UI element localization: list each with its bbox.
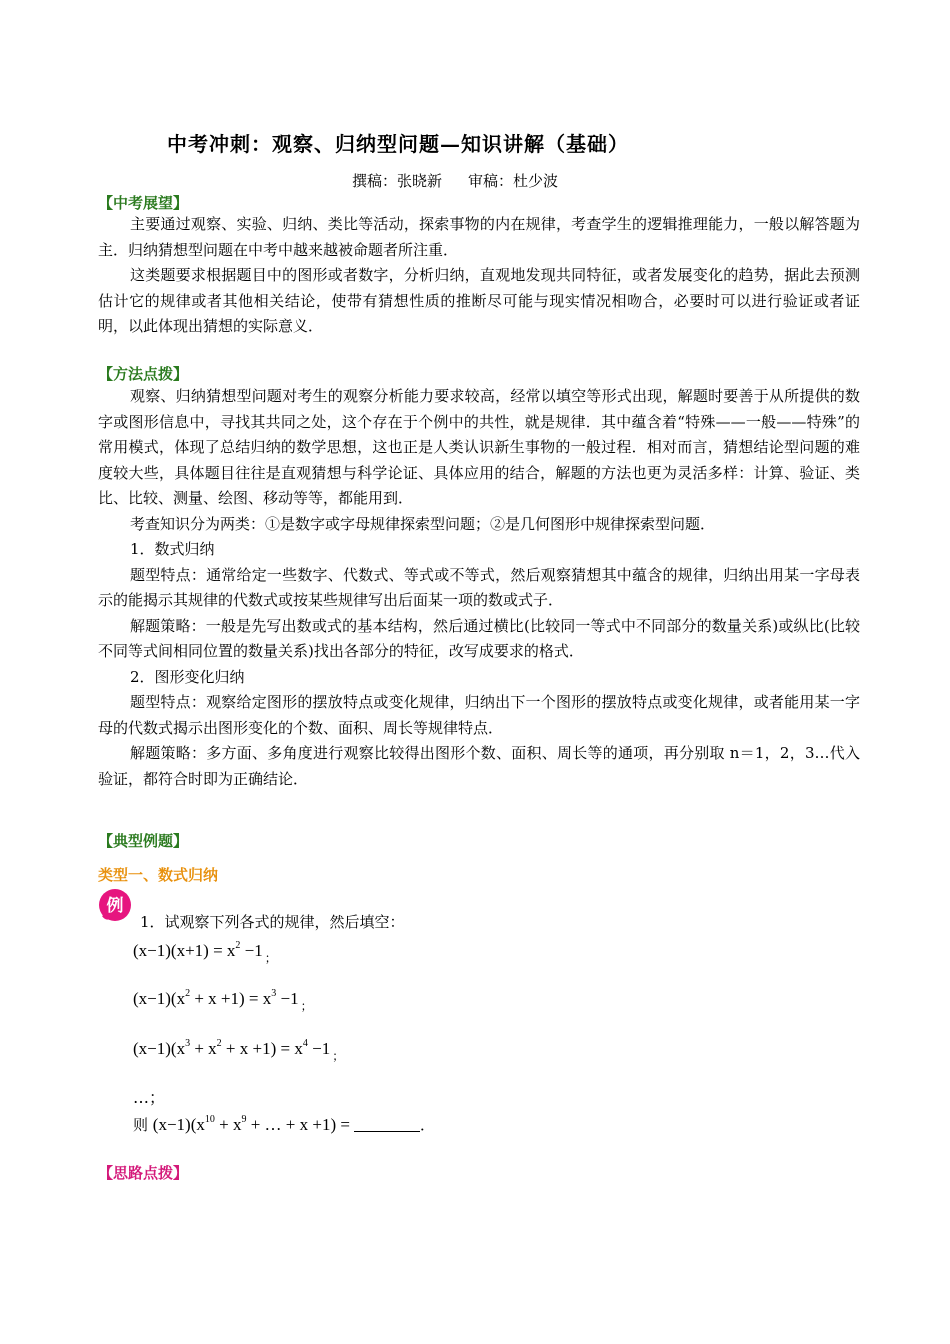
eq3-part: (x−1)(x [133,1039,186,1058]
eq2-exp: 3 [271,988,277,999]
answer-blank[interactable] [354,1117,420,1132]
method-paragraph: 观察、归纳猜想型问题对考生的观察分析能力要求较高，经常以填空等形式出现，解题时要善于从所提供的数字或图形信息中，寻找其共同之处，这个存在于个例中的共性，就是规律．其中蕴含着“特殊——一般——特殊”的常用模式，体现了总结归纳的数学思想，这也正是人类认识新生事物的一般过程．相对而言，猜想结论型问题的难度较大些，具体题目往往是直观猜想与科学论证、具体应用的结合，解题的方法也更为灵活多样：计算、验证、类比、比较、测量、绘图、移动等等，都能用到． [98,387,860,507]
eq3-part: + x +1) = x [221,1039,303,1058]
eq3-exp: 2 [216,1038,222,1049]
subsection-title: 1．数式归纳 [130,540,215,558]
method-paragraph: 解题策略：一般是先写出数或式的基本结构，然后通过横比(比较同一等式中不同部分的数量关系)或纵比(比较不同等式间相同位置的数量关系)找出各部分的特征，改写成要求的格式． [98,616,860,660]
section-heading-method: 【方法点拨】 [98,365,189,383]
eq4-part: + x [214,1115,242,1134]
author-line [352,170,558,191]
eq4-part: (x−1)(x [152,1115,205,1134]
eq2-part: (x−1)(x [133,989,186,1008]
then-label: 则 [133,1116,149,1134]
example-badge-icon [98,888,132,922]
eq3-exp: 3 [185,1038,191,1049]
method-paragraph: 解题策略：多方面、多角度进行观察比较得出图形个数、面积、周长等的通项，再分别取 n＝1，2，3…代入验证，都符合时即为正确结论． [98,744,860,788]
section-heading-hint: 【思路点拨】 [98,1164,189,1182]
section-heading-outlook: 【中考展望】 [98,194,189,212]
method-paragraph: 题型特点：通常给定一些数字、代数式、等式或不等式，然后观察猜想其中蕴含的规律，归纳出用某一字母表示的能揭示其规律的代数式或按某些规律写出后面某一项的数或式子． [98,565,860,609]
section-heading-examples: 【典型例题】 [98,832,189,850]
question-answer-line [133,1114,435,1135]
eq3-part: −1 [307,1039,331,1058]
method-paragraph: 考查知识分为两类：①是数字或字母规律探索型问题；②是几何图形中规律探索型问题． [130,514,716,533]
question-1: 1．试观察下列各式的规律，然后填空： [140,913,405,931]
answer-end: ． [419,1116,435,1134]
eq1-semi: ； [264,951,277,965]
author: 撰稿：张晓新 [352,172,443,190]
method-paragraph: 题型特点：观察给定图形的摆放特点或变化规律，归纳出下一个图形的摆放特点或变化规律，或者能用某一字母的代数式揭示出图形变化的个数、面积、周长等规律特点． [98,693,860,737]
example-type-heading: 类型一、数式归纳 [98,866,219,884]
badge-label: 例 [106,896,124,916]
method-body [98,384,860,792]
eq1-rhs: −1 [240,941,263,960]
eq2-semi: ； [300,999,313,1013]
equation-2 [133,988,313,1014]
outlook-body [98,212,860,340]
eq4-exp: 10 [204,1114,215,1125]
eq3-exp: 4 [302,1038,308,1049]
eq2-exp: 2 [185,988,191,999]
equation-3 [133,1038,344,1064]
equation-4 [153,1115,350,1134]
reviewer: 审稿：杜少波 [468,172,559,190]
subsection-title: 2．图形变化归纳 [130,667,245,686]
outlook-paragraph: 主要通过观察、实验、归纳、类比等活动，探索事物的内在规律，考查学生的逻辑推理能力，一般以解答题为主．归纳猜想型问题在中考中越来越被命题者所注重． [98,215,860,259]
eq4-exp: 9 [241,1114,247,1125]
eq4-part: + … + x +1) = [246,1115,350,1134]
eq1-exp: 2 [235,940,241,951]
page-title: 中考冲刺：观察、归纳型问题—知识讲解（基础） [167,132,629,156]
eq3-part: + x [190,1039,217,1058]
eq1-lhs: (x−1)(x+1) = x [133,941,236,960]
eq2-part: + x +1) = x [190,989,272,1008]
ellipsis-line: …； [133,1088,166,1107]
outlook-paragraph: 这类题要求根据题目中的图形或者数字，分析归纳，直观地发现共同特征，或者发展变化的趋势，据此去预测估计它的规律或者其他相关结论，使带有猜想性质的推断尽可能与现实情况相吻合，必要时可以进行验证或者证明，以此体现出猜想的实际意义． [98,266,860,335]
eq3-semi: ； [332,1049,345,1063]
eq2-part: −1 [276,989,299,1008]
equation-1 [133,940,277,966]
